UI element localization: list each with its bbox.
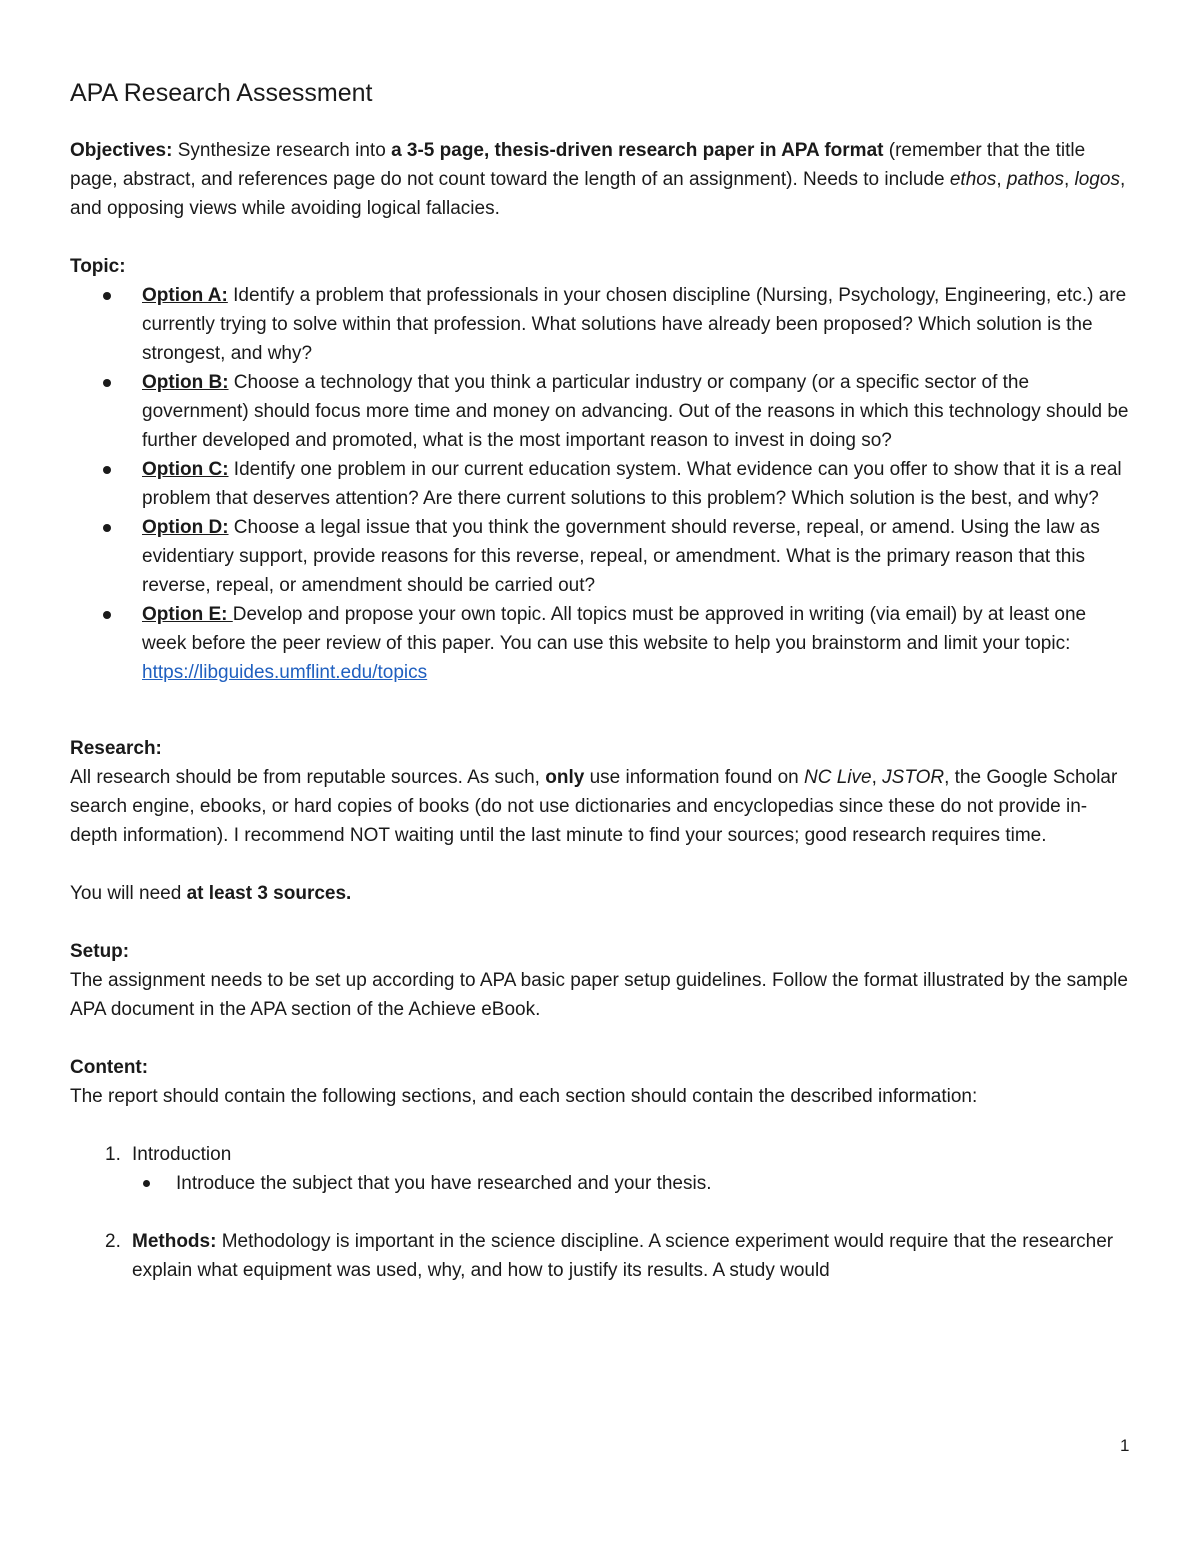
option-e-text: Develop and propose your own topic. All topics must be approved in writing (via email) by at least one week before the peer review of this paper. You can use this website to help you brainstorm and limit your topic: bbox=[142, 604, 1087, 654]
jstor-term: JSTOR bbox=[882, 767, 945, 788]
option-c-text: Identify one problem in our current education system. What evidence can you offer to show that it is a real problem that deserves attention? Are there current solutions to this problem? Which solution is the best, and why? bbox=[142, 459, 1122, 509]
option-a-text: Identify a problem that professionals in your chosen discipline (Nursing, Psychology, Engineering, etc.) are currently trying to solve within that profession. What solutions have already been proposed? Which solution is the strongest, and why? bbox=[142, 285, 1127, 364]
only-emphasis: only bbox=[545, 767, 585, 788]
option-b-text: Choose a technology that you think a particular industry or company (or a specific sector of the government) should focus more time and money on advancing. Out of the reasons in which this technology should be further developed and promoted, what is the most important reason to invest in doing so? bbox=[142, 372, 1129, 451]
sources-text: You will need bbox=[70, 883, 187, 904]
option-c-label: Option C: bbox=[142, 459, 229, 480]
research-paragraph bbox=[70, 763, 1132, 850]
option-a-item bbox=[70, 281, 1132, 368]
page-number: 1 bbox=[1120, 1436, 1130, 1455]
option-b-label: Option B: bbox=[142, 372, 229, 393]
topic-heading: Topic: bbox=[70, 256, 126, 277]
sources-requirement bbox=[70, 879, 1132, 908]
methods-label: Methods: bbox=[132, 1231, 217, 1252]
option-d-label: Option D: bbox=[142, 517, 229, 538]
comma: , bbox=[1063, 169, 1075, 190]
ethos-term: ethos bbox=[949, 169, 997, 190]
content-heading: Content: bbox=[70, 1057, 149, 1078]
option-a-label: Option A: bbox=[142, 285, 228, 306]
page-title: APA Research Assessment bbox=[70, 79, 373, 107]
content-intro: The report should contain the following sections, and each section should contain the described information: bbox=[70, 1086, 978, 1107]
nc-live-term: NC Live bbox=[804, 767, 872, 788]
introduction-label: Introduction bbox=[132, 1144, 232, 1165]
list-number: 2. bbox=[105, 1231, 121, 1252]
objectives-text-3: , and opposing views while avoiding logical fallacies. bbox=[70, 169, 1126, 219]
introduction-bullets bbox=[70, 1169, 1132, 1198]
option-e-item bbox=[70, 600, 1132, 687]
sources-bold: at least 3 sources. bbox=[186, 883, 352, 904]
objectives-text-2: (remember that the title page, abstract, and references page do not count toward the length of an assignment). Needs to include bbox=[70, 140, 1086, 190]
section-introduction bbox=[70, 1140, 1132, 1169]
logos-term: logos bbox=[1074, 169, 1120, 190]
topic-options-list bbox=[70, 281, 1132, 687]
topics-link[interactable]: https://libguides.umflint.edu/topics bbox=[142, 662, 428, 683]
objectives-label: Objectives: bbox=[70, 140, 173, 161]
content-sections-list bbox=[70, 1140, 1132, 1285]
list-number: 1. bbox=[105, 1144, 121, 1165]
research-text-2: use information found on bbox=[584, 767, 805, 788]
objectives-text-1: Synthesize research into bbox=[172, 140, 392, 161]
setup-paragraph: The assignment needs to be set up according to APA basic paper setup guidelines. Follow the format illustrated by the sample APA document in the APA section of the Achieve eBook. bbox=[70, 970, 1128, 1020]
option-c-item bbox=[70, 455, 1132, 513]
document-page bbox=[70, 76, 1132, 1285]
research-text-3: , the Google Scholar search engine, ebooks, or hard copies of books (do not use dictionaries and encyclopedias since these do not provide in-depth information). I recommend NOT waiting until the last minute to find your sources; good research requires time. bbox=[70, 767, 1118, 846]
section-methods bbox=[70, 1227, 1132, 1285]
pathos-term: pathos bbox=[1006, 169, 1064, 190]
setup-heading: Setup: bbox=[70, 941, 130, 962]
methods-text: Methodology is important in the science discipline. A science experiment would require that the researcher explain what equipment was used, why, and how to justify its results. A study would bbox=[132, 1231, 1114, 1281]
option-d-text: Choose a legal issue that you think the government should reverse, repeal, or amend. Using the law as evidentiary support, provide reasons for this reverse, repeal, or amendment. What is the primary reason that this reverse, repeal, or amendment should be carried out? bbox=[142, 517, 1100, 596]
research-heading: Research: bbox=[70, 738, 162, 759]
research-text-1: All research should be from reputable sources. As such, bbox=[70, 767, 546, 788]
option-d-item bbox=[70, 513, 1132, 600]
objectives-bold: a 3-5 page, thesis-driven research paper in APA format bbox=[391, 140, 884, 161]
option-b-item bbox=[70, 368, 1132, 455]
objectives-paragraph bbox=[70, 136, 1132, 223]
comma: , bbox=[996, 169, 1007, 190]
option-e-label: Option E: bbox=[142, 604, 233, 625]
introduction-bullet: Introduce the subject that you have researched and your thesis. bbox=[70, 1169, 1132, 1198]
comma: , bbox=[871, 767, 883, 788]
